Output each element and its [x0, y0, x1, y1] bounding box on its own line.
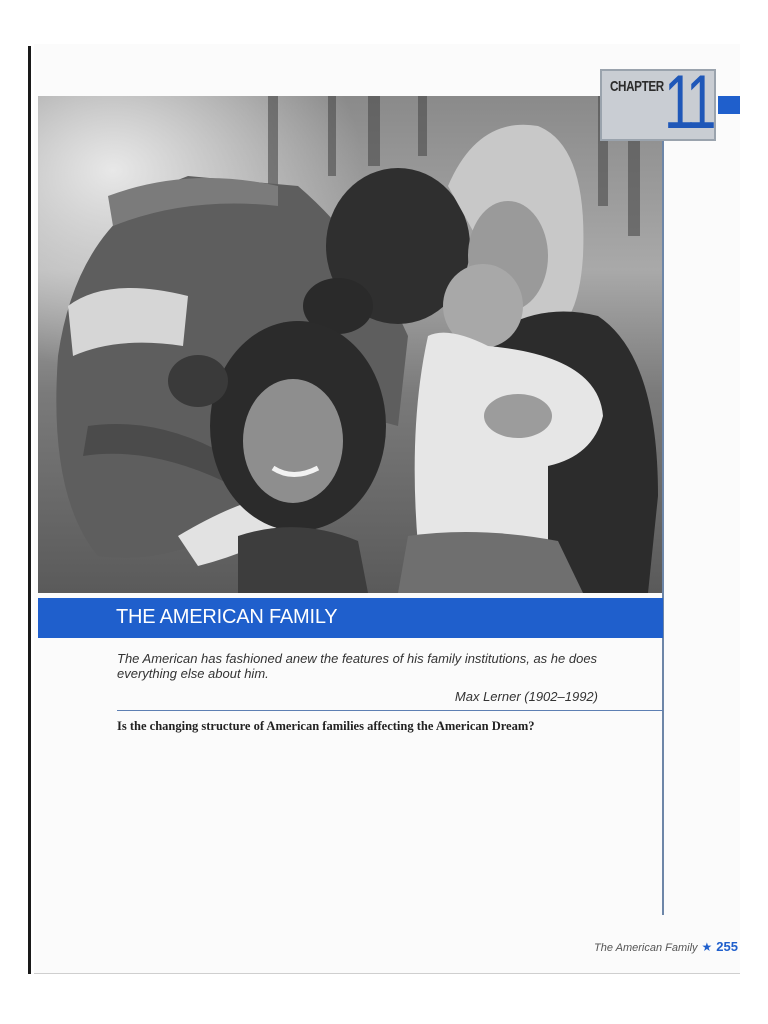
- chapter-number: 11: [664, 60, 713, 145]
- running-title: The American Family: [594, 942, 698, 954]
- chapter-title: THE AMERICAN FAMILY: [116, 606, 338, 628]
- page-bottom-edge: [34, 973, 740, 974]
- chapter-title-bar: [38, 598, 663, 638]
- chapter-tab-marker: [718, 96, 740, 114]
- page-number: 255: [716, 939, 738, 954]
- page-binding-edge: [28, 46, 31, 974]
- epigraph-quote: The American has fashioned anew the features of his family institutions, as he does everything else about him.: [117, 651, 598, 681]
- chapter-question: Is the changing structure of American families affecting the American Dream?: [117, 719, 535, 733]
- page-right-rule: [662, 140, 664, 915]
- chapter-badge: [600, 60, 716, 145]
- star-icon: ★: [701, 940, 713, 954]
- section-divider: [117, 710, 663, 711]
- chapter-label: CHAPTER: [610, 78, 664, 95]
- page-footer: [560, 938, 738, 956]
- family-photo: [38, 96, 663, 593]
- epigraph-attribution: Max Lerner (1902–1992): [454, 689, 598, 704]
